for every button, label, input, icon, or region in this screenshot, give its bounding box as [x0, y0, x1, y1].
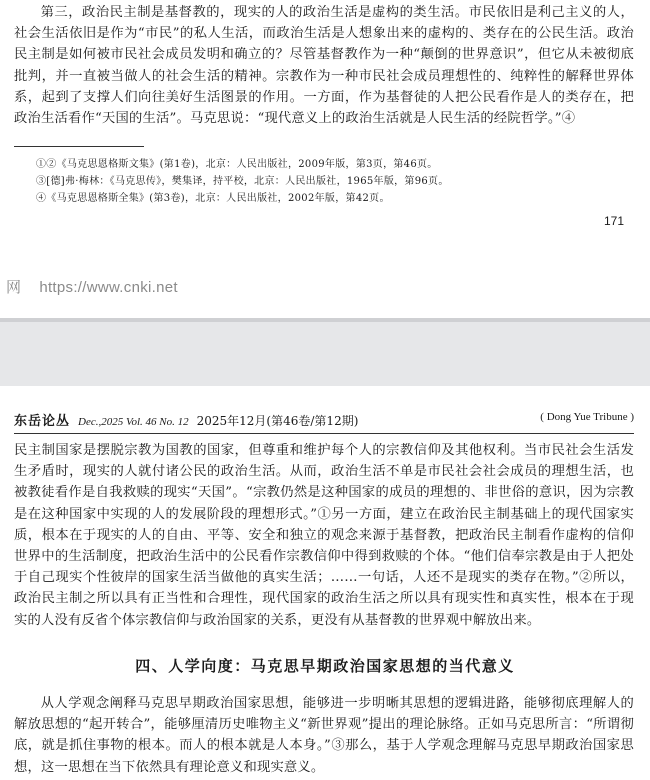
- issue-info-en: Dec.,2025 Vol. 46 No. 12: [78, 416, 189, 428]
- issue-info-cn: 2025年12月(第46卷/第12期): [196, 414, 359, 428]
- header-divider: [14, 433, 634, 434]
- page-gap: [0, 318, 650, 386]
- top-body-paragraph: 第三，政治民主制是基督教的，现实的人的政治生活是虚构的类生活。市民依旧是利己主义的人，社会生活依旧是作为“市民”的私人生活，而政治生活是人想象出来的虚构的、类存在的公民生活。政治民主制是如何被市民社会成员发明和确立的？尽管基督教作为一种“颠倒的世界意识”，但它从未被彻底批判，并一直被当做人的社会生活的精神。宗教作为一种市民社会成员理想性的、纯粹性的解释世界体系，起到了支撑人们向往美好生活图景的作用。一方面，作为基督徒的人把公民看作是人的类存在，把政治生活看作“天国的生活”。马克思说：“现代意义上的政治生活就是人民生活的经院哲学。”④: [14, 5, 634, 127]
- footnote-divider: [14, 146, 144, 147]
- watermark-url[interactable]: https://www.cnki.net: [39, 279, 178, 296]
- footnote-item: ①②《马克思恩格斯文集》(第1卷)，北京：人民出版社，2009年版，第3页，第46页。: [36, 159, 438, 170]
- section-heading: 四、人学向度：马克思早期政治国家思想的当代意义: [135, 657, 515, 675]
- watermark-cn: 网: [6, 279, 22, 296]
- footnote-list: [36, 156, 556, 207]
- page-number: 171: [604, 214, 625, 228]
- footnote-item: ③[德]弗·梅林：《马克思传》，樊集译，持平校，北京：人民出版社，1965年版，第96页。: [36, 176, 449, 187]
- journal-name: 东岳论丛: [14, 414, 71, 429]
- journal-name-en: ( Dong Yue Tribune ): [540, 411, 634, 423]
- watermark: [6, 276, 178, 297]
- running-header: [14, 410, 634, 428]
- section-paragraph: 从人学观念阐释马克思早期政治国家思想，能够进一步明晰其思想的逻辑进路，能够彻底理解人的解放思想的“起开转合”，能够厘清历史唯物主义“新世界观”提出的理论脉络。正如马克思所言：“所谓彻底，就是抓住事物的根本。而人的根本就是人本身。”③那么，基于人学观念理解马克思早期政治国家思想，这一思想在当下依然具有理论意义和现实意义。: [14, 696, 634, 775]
- page-edge: [0, 318, 650, 322]
- bottom-body-paragraph: 民主制国家是摆脱宗教为国教的国家，但尊重和维护每个人的宗教信仰及其他权利。当市民社会生活发生矛盾时，现实的人就付诸公民的政治生活。从而，政治生活不单是市民社会社会成员的理想生活，也被教徒看作是自我救赎的现实“天国”。“宗教仍然是这种国家的成员的理想的、非世俗的意识，因为宗教是在这种国家中实现的人的发展阶段的理想形式。”①另一方面，建立在政治民主制基础上的现代国家实质，根本在于现实的人的自由、平等、安全和独立的观念来源于基督教，把政治民主制看作虚构的信仰世界中的生活制度，把政治生活中的公民看作宗教信仰中得到救赎的个体。“他们信奉宗教是由于人把处于自己现实个性彼岸的国家生活当做他的真实生活；……一句话，人还不是现实的类存在物。”②所以，政治民主制之所以具有正当性和合理性，现代国家的政治生活之所以具有现实性和真实性，根本在于现实的人没有反省个体宗教信仰与政治国家的关系，更没有从基督教的世界观中解放出来。: [14, 443, 634, 628]
- footnote-item: ④《马克思恩格斯全集》(第3卷)，北京：人民出版社，2002年版，第42页。: [36, 193, 390, 204]
